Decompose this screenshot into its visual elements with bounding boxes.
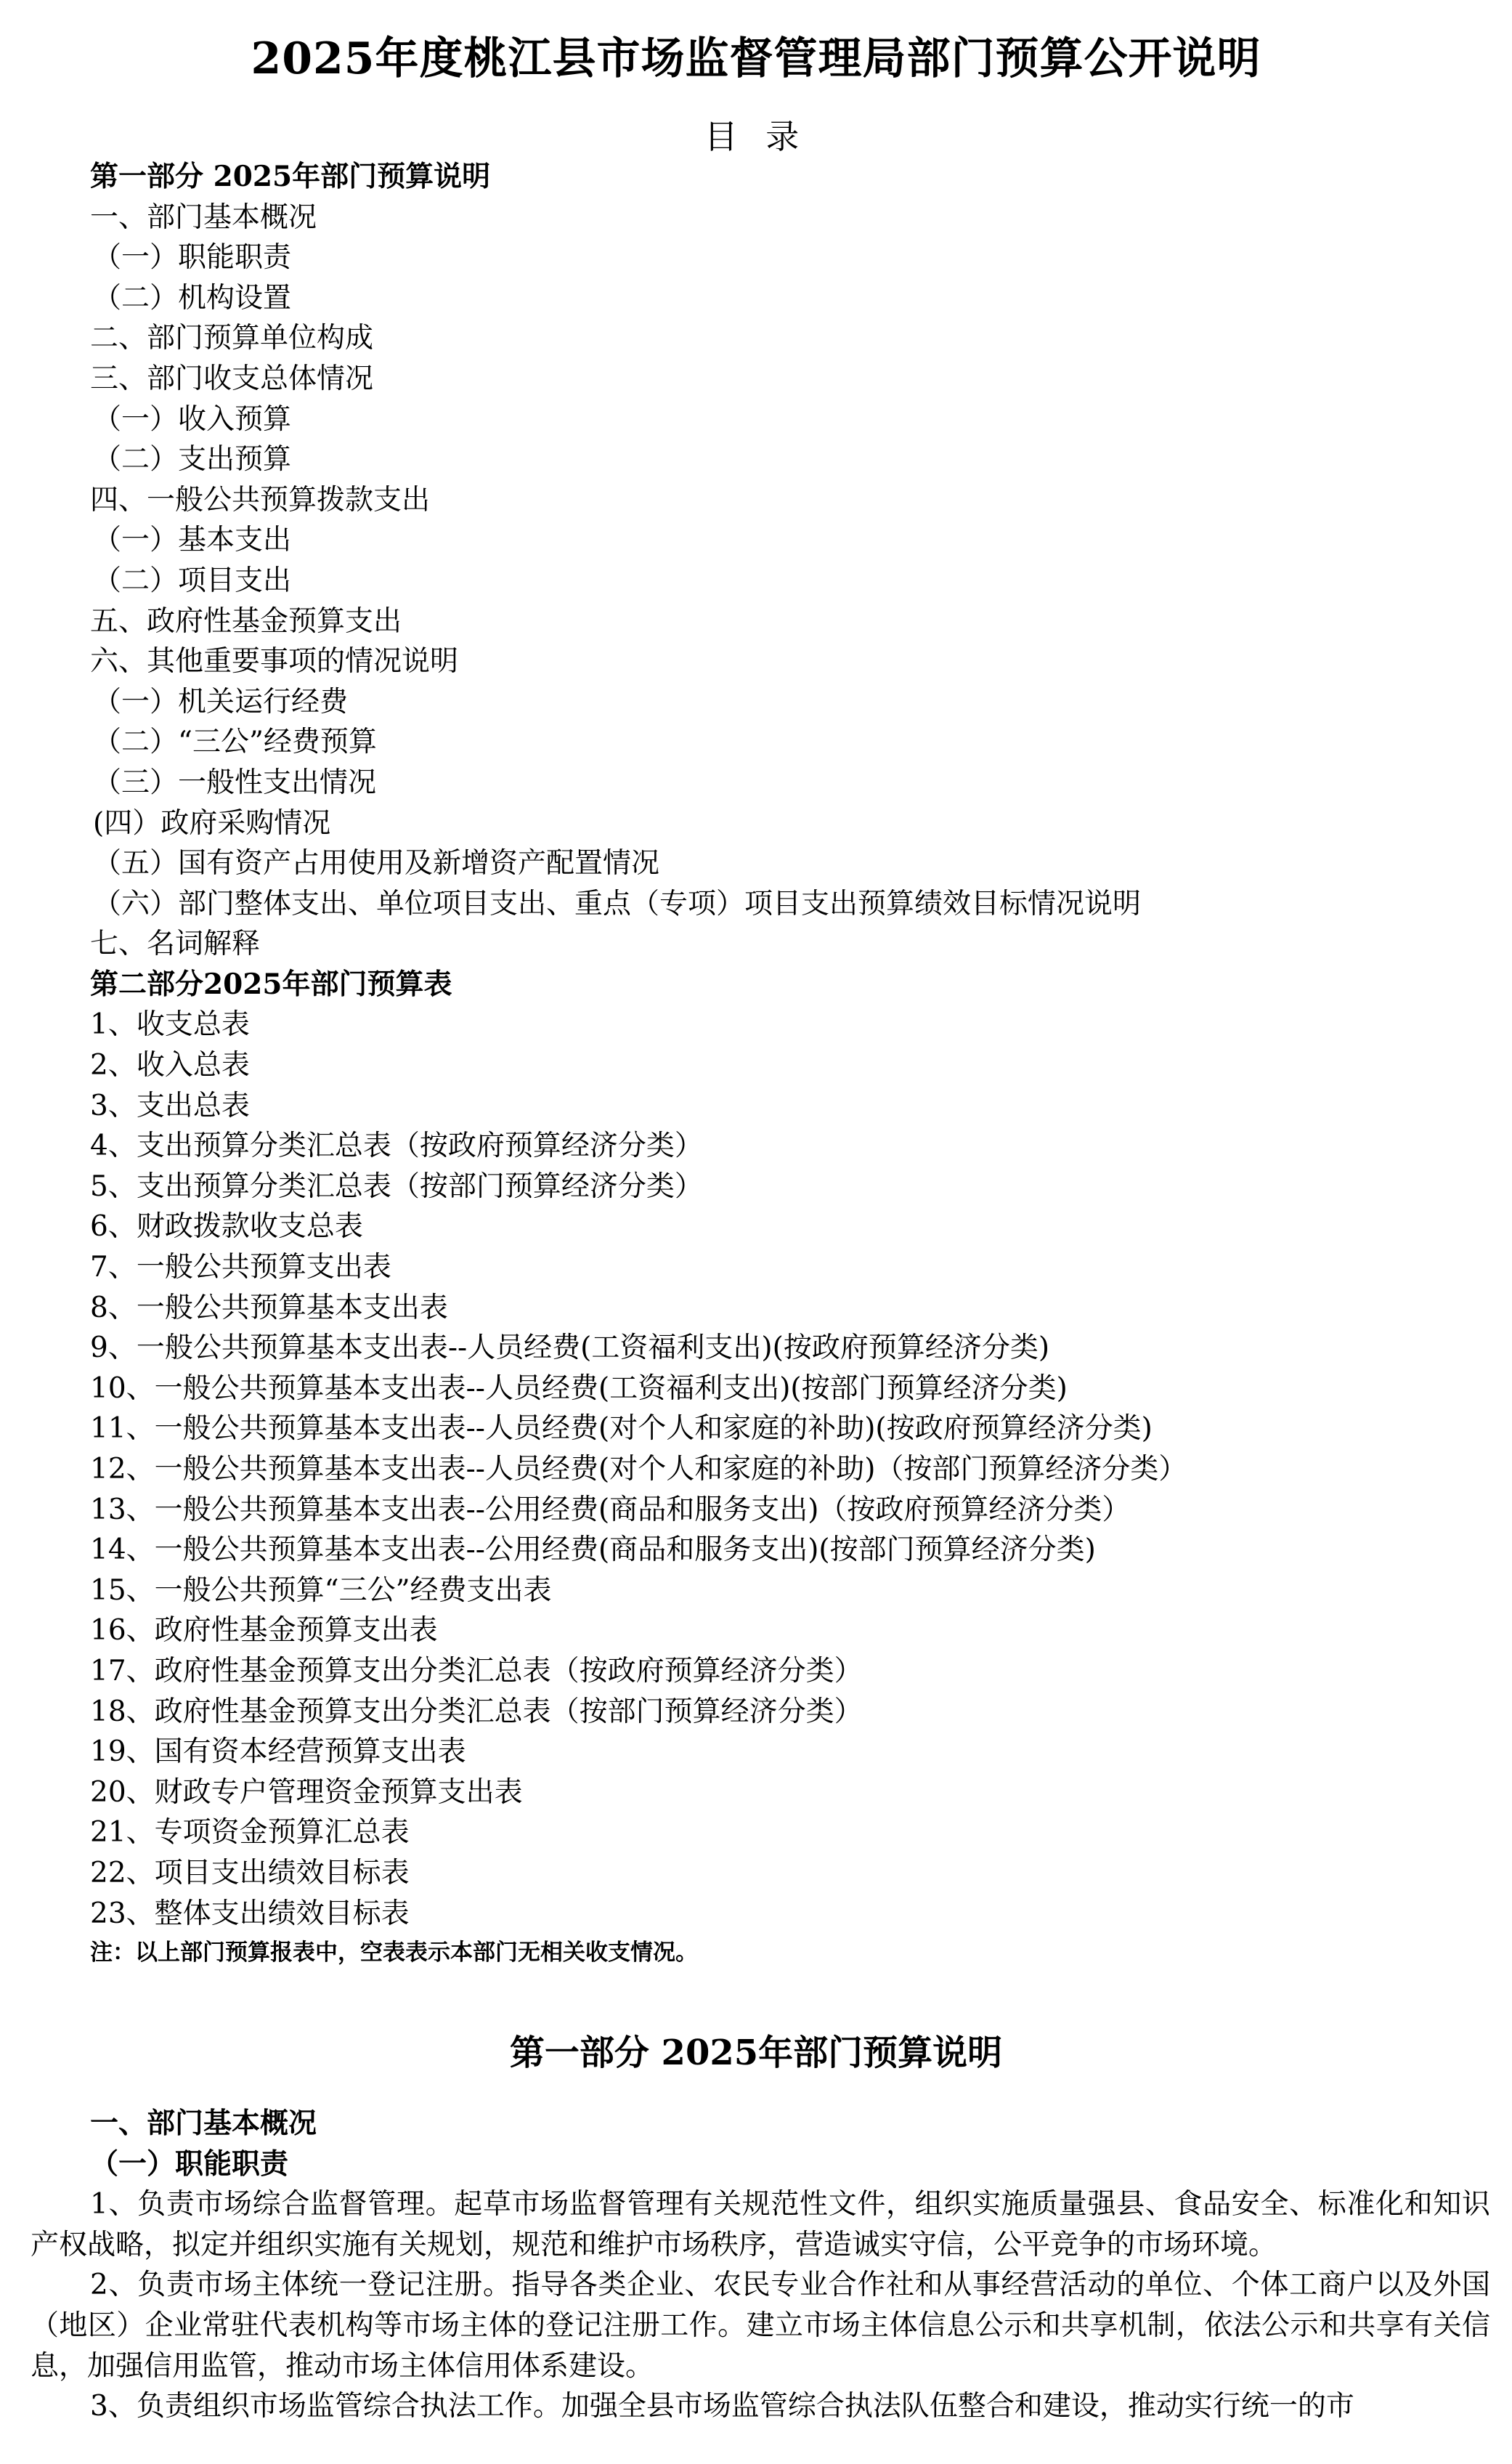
toc-part-heading: 第二部分2025年部门预算表 bbox=[90, 967, 452, 1001]
toc-entry: 23、整体支出绩效目标表 bbox=[90, 1897, 410, 1930]
toc-heading: 目 录 bbox=[704, 117, 808, 156]
toc-entry: （三）一般性支出情况 bbox=[93, 766, 377, 799]
paragraph: 1、负责市场综合监督管理。起草市场监督管理有关规范性文件，组织实施质量强县、食品安全、标准化和知识产权战略，拟定并组织实施有关规划，规范和维护市场秩序，营造诚实守信，公平竞争的市场环境。 bbox=[31, 2188, 1490, 2261]
toc-entry: 六、其他重要事项的情况说明 bbox=[90, 645, 459, 678]
toc-entry: （一）基本支出 bbox=[93, 524, 292, 557]
toc-entry: 四、一般公共预算拨款支出 bbox=[90, 483, 431, 516]
toc-entry: 10、一般公共预算基本支出表--人员经费(工资福利支出)(按部门预算经济分类) bbox=[90, 1371, 1068, 1405]
toc-entry: （一）职能职责 bbox=[93, 241, 292, 275]
document-title: 2025年度桃江县市场监督管理局部门预算公开说明 bbox=[251, 33, 1261, 84]
table-of-contents bbox=[90, 157, 1470, 1971]
toc-entry: 6、财政拨款收支总表 bbox=[90, 1210, 363, 1244]
toc-entry: （二）机构设置 bbox=[93, 281, 292, 315]
toc-entry: 19、国有资本经营预算支出表 bbox=[90, 1735, 466, 1769]
document-body bbox=[31, 2104, 1490, 2427]
section-heading: 一、部门基本概况 bbox=[90, 2107, 317, 2140]
toc-entry: 9、一般公共预算基本支出表--人员经费(工资福利支出)(按政府预算经济分类) bbox=[90, 1332, 1050, 1365]
toc-entry: （一）机关运行经费 bbox=[93, 685, 349, 718]
toc-entry: (四）政府采购情况 bbox=[93, 806, 331, 840]
toc-entry: （二）“三公”经费预算 bbox=[93, 726, 377, 759]
part-one-title: 第一部分 2025年部门预算说明 bbox=[509, 2033, 1003, 2073]
toc-entry: 七、名词解释 bbox=[90, 928, 261, 961]
toc-entry: （六）部门整体支出、单位项目支出、重点（专项）项目支出预算绩效目标情况说明 bbox=[93, 887, 1142, 920]
toc-entry: 14、一般公共预算基本支出表--公用经费(商品和服务支出)(按部门预算经济分类) bbox=[90, 1533, 1096, 1567]
subsection-heading: （一）职能职责 bbox=[90, 2147, 289, 2181]
paragraph: 3、负责组织市场监管综合执法工作。加强全县市场监管综合执法队伍整合和建设，推动实行统一的市 bbox=[90, 2390, 1354, 2423]
toc-entry: 3、支出总表 bbox=[90, 1089, 250, 1122]
toc-entry: （二）支出预算 bbox=[93, 443, 292, 477]
toc-entry: 11、一般公共预算基本支出表--人员经费(对个人和家庭的补助)(按政府预算经济分类) bbox=[90, 1412, 1153, 1446]
toc-entry: 18、政府性基金预算支出分类汇总表（按部门预算经济分类） bbox=[90, 1695, 863, 1728]
toc-entry: 三、部门收支总体情况 bbox=[90, 362, 374, 395]
toc-entry: 13、一般公共预算基本支出表--公用经费(商品和服务支出)（按政府预算经济分类） bbox=[90, 1493, 1131, 1526]
toc-entry: 17、政府性基金预算支出分类汇总表（按政府预算经济分类） bbox=[90, 1654, 863, 1687]
toc-entry: 21、专项资金预算汇总表 bbox=[90, 1816, 410, 1849]
toc-entry: 8、一般公共预算基本支出表 bbox=[90, 1291, 448, 1324]
toc-entry: 16、政府性基金预算支出表 bbox=[90, 1614, 438, 1648]
toc-entry: 20、财政专户管理资金预算支出表 bbox=[90, 1775, 523, 1809]
toc-entry: （二）项目支出 bbox=[93, 564, 292, 597]
toc-entry: 2、收入总表 bbox=[90, 1049, 250, 1082]
paragraph: 2、负责市场主体统一登记注册。指导各类企业、农民专业合作社和从事经营活动的单位、个体工商户以及外国（地区）企业常驻代表机构等市场主体的登记注册工作。建立市场主体信息公示和共享机制，依法公示和共享有关信息，加强信用监管，推动市场主体信用体系建设。 bbox=[31, 2269, 1490, 2383]
toc-entry: （一）收入预算 bbox=[93, 402, 292, 436]
toc-part-heading: 第一部分 2025年部门预算说明 bbox=[90, 160, 491, 193]
toc-entry: 7、一般公共预算支出表 bbox=[90, 1251, 391, 1284]
toc-note: 注：以上部门预算报表中，空表表示本部门无相关收支情况。 bbox=[90, 1940, 698, 1966]
toc-entry: 1、收支总表 bbox=[90, 1008, 250, 1042]
toc-entry: 15、一般公共预算“三公”经费支出表 bbox=[90, 1573, 552, 1607]
toc-entry: （五）国有资产占用使用及新增资产配置情况 bbox=[93, 847, 660, 880]
toc-entry: 二、部门预算单位构成 bbox=[90, 322, 374, 355]
toc-entry: 12、一般公共预算基本支出表--人员经费(对个人和家庭的补助)（按部门预算经济分类） bbox=[90, 1453, 1187, 1486]
toc-entry: 5、支出预算分类汇总表（按部门预算经济分类） bbox=[90, 1170, 703, 1203]
toc-entry: 五、政府性基金预算支出 bbox=[90, 604, 402, 638]
toc-entry: 4、支出预算分类汇总表（按政府预算经济分类） bbox=[90, 1130, 703, 1163]
toc-entry: 22、项目支出绩效目标表 bbox=[90, 1856, 410, 1889]
toc-entry: 一、部门基本概况 bbox=[90, 200, 317, 234]
